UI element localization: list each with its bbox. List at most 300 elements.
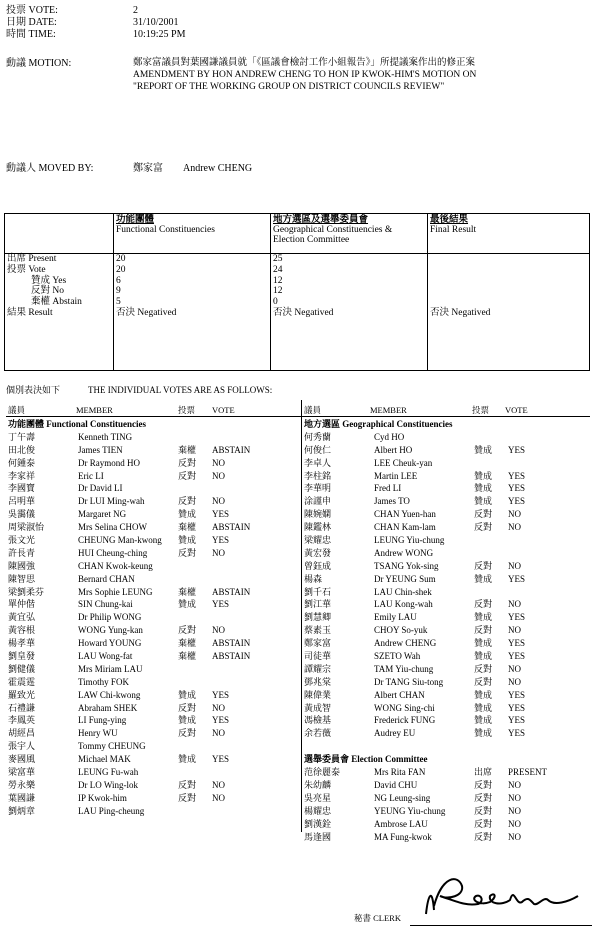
right-header-vote-zh: 投票 [472, 405, 490, 415]
vote-zh: 反對 [178, 702, 197, 713]
member-name-zh: 譚耀宗 [304, 663, 332, 674]
vote-zh: 出席 [474, 767, 493, 778]
member-name-zh: 霍震霆 [8, 676, 36, 687]
fc-header-en: Functional Constituencies [116, 225, 215, 235]
vote-en: NO [508, 625, 521, 636]
member-name-zh: 鄭家富 [304, 638, 332, 649]
member-name-en: LAU Ping-cheung [78, 805, 145, 816]
vote-en: YES [508, 651, 526, 662]
member-name-zh: 李卓人 [304, 457, 332, 468]
member-name-en: Dr LO Wing-lok [78, 779, 138, 790]
label-no: 反對 No [31, 286, 64, 297]
member-row [8, 702, 298, 715]
member-row [304, 650, 594, 663]
member-row [8, 727, 298, 740]
individual-intro-zh: 個別表決如下 [6, 385, 61, 395]
final-values [428, 254, 590, 371]
member-name-en: LAU Wong-fat [78, 651, 133, 662]
left-header-member-zh: 議員 [8, 405, 26, 415]
member-row [304, 457, 594, 470]
member-name-en: CHAN Kwok-keung [78, 560, 153, 571]
member-name-en: Tommy CHEUNG [78, 741, 146, 752]
member-row [304, 495, 594, 508]
fc-yes: 6 [116, 275, 121, 286]
member-name-zh: 李柱銘 [304, 470, 332, 481]
member-row [304, 702, 594, 715]
vote-en: YES [508, 638, 526, 649]
member-row [8, 521, 298, 534]
vote-zh: 贊成 [178, 689, 197, 700]
member-name-zh: 周梁淑怡 [8, 522, 45, 533]
section-spacer [304, 740, 594, 753]
vote-zh: 贊成 [178, 509, 197, 520]
member-name-zh: 陳國強 [8, 560, 36, 571]
member-name-en: MA Fung-kwok [374, 831, 432, 842]
vote-zh: 反對 [474, 522, 493, 533]
member-row [8, 689, 298, 702]
vote-zh: 反對 [178, 792, 197, 803]
member-name-en: Kenneth TING [78, 431, 133, 442]
vote-en: NO [508, 792, 521, 803]
right-header-vote-en: VOTE [505, 405, 528, 415]
fc-result: 否決 Negatived [116, 307, 177, 318]
member-row [304, 766, 594, 779]
member-name-zh: 何俊仁 [304, 444, 332, 455]
member-name-zh: 呂明華 [8, 496, 36, 507]
vote-zh: 贊成 [178, 715, 197, 726]
member-name-zh: 吳亮星 [304, 792, 332, 803]
vote-zh: 贊成 [178, 535, 197, 546]
vote-en: YES [508, 715, 526, 726]
member-row [304, 586, 594, 599]
vote-en: NO [212, 547, 225, 558]
member-name-en: LAU Chin-shek [374, 586, 432, 597]
vote-zh: 反對 [178, 728, 197, 739]
member-row [8, 805, 298, 818]
vote-en: NO [508, 560, 521, 571]
member-name-en: CHAN Yuen-han [374, 509, 436, 520]
member-name-zh: 劉慧卿 [304, 612, 332, 623]
member-name-en: Abraham SHEK [78, 702, 138, 713]
member-row [8, 508, 298, 521]
vote-en: YES [508, 470, 526, 481]
gc-values [271, 254, 428, 371]
vote-en: YES [212, 715, 230, 726]
vote-en: NO [508, 522, 521, 533]
member-row [8, 766, 298, 779]
member-name-en: Emily LAU [374, 612, 417, 623]
member-row [8, 586, 298, 599]
vote-en: YES [212, 754, 230, 765]
header-rule [6, 416, 590, 417]
member-name-en: Dr YEUNG Sum [374, 573, 436, 584]
vote-en: YES [508, 496, 526, 507]
member-row [304, 482, 594, 495]
vote-en: YES [508, 573, 526, 584]
vote-en: YES [212, 509, 230, 520]
vote-zh: 棄權 [178, 522, 197, 533]
member-name-en: Mrs Sophie LEUNG [78, 586, 153, 597]
member-name-en: Cyd HO [374, 431, 405, 442]
motion-label: 動議 MOTION: [6, 58, 72, 69]
member-row [304, 470, 594, 483]
member-row [304, 818, 594, 831]
member-row [8, 495, 298, 508]
member-name-zh: 單仲偕 [8, 599, 36, 610]
member-name-en: WONG Yung-kan [78, 625, 143, 636]
vote-zh: 贊成 [474, 715, 493, 726]
vote-en: YES [212, 599, 230, 610]
member-name-zh: 梁劉柔芬 [8, 586, 45, 597]
left-header-member-en: MEMBER [76, 405, 113, 415]
member-row [304, 611, 594, 624]
member-row [8, 624, 298, 637]
member-name-zh: 陳偉業 [304, 689, 332, 700]
date-value: 31/10/2001 [133, 17, 179, 28]
vote-zh: 贊成 [474, 483, 493, 494]
member-row [8, 547, 298, 560]
vote-number: 2 [133, 5, 138, 16]
section-title-functional: 功能團體 Functional Constituencies [8, 419, 147, 429]
member-name-zh: 胡經昌 [8, 728, 36, 739]
fc-present: 20 [116, 254, 126, 264]
member-row [304, 637, 594, 650]
member-name-en: LAW Chi-kwong [78, 689, 141, 700]
member-name-zh: 張宇人 [8, 741, 36, 752]
member-row [8, 431, 298, 444]
member-name-zh: 黃宜弘 [8, 612, 36, 623]
member-name-zh: 何秀蘭 [304, 431, 332, 442]
section-title-geographical: 地方選區 Geographical Constituencies [304, 419, 453, 429]
vote-en: NO [212, 792, 225, 803]
moved-by-label: 動議人 MOVED BY: [6, 163, 94, 174]
right-header-member-en: MEMBER [370, 405, 407, 415]
vote-en: NO [508, 805, 521, 816]
section-title-election-committee: 選舉委員會 Election Committee [304, 754, 428, 765]
member-name-en: Mrs Miriam LAU [78, 663, 143, 674]
vote-en: YES [508, 444, 526, 455]
motion-title-zh: 鄭家富議員對葉國謙議員就「《區議會檢討工作小組報告》」所提議案作出的修正案 [133, 58, 476, 68]
member-row [304, 663, 594, 676]
member-row [8, 534, 298, 547]
member-name-zh: 麥國風 [8, 754, 36, 765]
member-name-zh: 陳婉嫻 [304, 509, 332, 520]
vote-zh: 反對 [178, 625, 197, 636]
gc-vote: 24 [273, 264, 283, 275]
vote-summary-table [4, 213, 590, 371]
member-row [304, 676, 594, 689]
mover-name-en: Andrew CHENG [183, 163, 253, 174]
vote-en: YES [508, 689, 526, 700]
label-present: 出席 Present [7, 254, 57, 264]
member-name-zh: 劉皇發 [8, 651, 36, 662]
label-yes: 贊成 Yes [31, 275, 67, 286]
member-name-en: Dr David LI [78, 483, 123, 494]
vote-en: ABSTAIN [212, 651, 251, 662]
member-name-zh: 朱幼麟 [304, 779, 332, 790]
vote-label: 投票 VOTE: [6, 5, 58, 16]
member-row [304, 624, 594, 637]
member-row [8, 740, 298, 753]
gc-no: 12 [273, 286, 283, 297]
member-row [8, 598, 298, 611]
member-row [8, 663, 298, 676]
member-name-en: TAM Yiu-chung [374, 663, 434, 674]
vote-zh: 反對 [474, 792, 493, 803]
left-member-list [8, 418, 298, 818]
vote-zh: 贊成 [474, 573, 493, 584]
vote-en: NO [508, 831, 521, 842]
member-name-en: James TO [374, 496, 410, 507]
vote-en: NO [212, 779, 225, 790]
member-name-en: Martin LEE [374, 470, 418, 481]
vote-en: YES [508, 728, 526, 739]
vote-zh: 反對 [474, 805, 493, 816]
clerk-signature [418, 866, 593, 922]
vote-en: YES [212, 535, 230, 546]
member-row [304, 521, 594, 534]
vote-zh: 贊成 [178, 599, 197, 610]
member-name-en: James TIEN [78, 444, 123, 455]
member-name-zh: 張文光 [8, 535, 36, 546]
vote-en: ABSTAIN [212, 444, 251, 455]
member-row [304, 714, 594, 727]
member-name-en: NG Leung-sing [374, 792, 431, 803]
fc-abstain: 5 [116, 297, 121, 308]
member-name-en: LI Fung-ying [78, 715, 127, 726]
member-name-en: CHOY So-yuk [374, 625, 428, 636]
member-name-en: TSANG Yok-sing [374, 560, 439, 571]
member-name-en: Dr TANG Siu-tong [374, 676, 444, 687]
member-name-en: CHEUNG Man-kwong [78, 535, 162, 546]
member-name-en: IP Kwok-him [78, 792, 127, 803]
vote-zh: 贊成 [474, 702, 493, 713]
member-row [8, 714, 298, 727]
member-name-zh: 石禮謙 [8, 702, 36, 713]
member-row [304, 779, 594, 792]
member-row [8, 560, 298, 573]
final-header-en: Final Result [430, 225, 477, 235]
member-name-en: Audrey EU [374, 728, 416, 739]
member-row [304, 573, 594, 586]
member-row [304, 444, 594, 457]
individual-intro-en: THE INDIVIDUAL VOTES ARE AS FOLLOWS: [88, 385, 273, 395]
vote-en: YES [212, 689, 230, 700]
summary-header-final [428, 214, 590, 254]
member-name-en: Dr Philip WONG [78, 612, 142, 623]
vote-zh: 贊成 [474, 444, 493, 455]
left-header-vote-en: VOTE [212, 405, 235, 415]
member-name-en: Howard YOUNG [78, 638, 142, 649]
member-name-en: Frederick FUNG [374, 715, 436, 726]
date-label: 日期 DATE: [6, 17, 57, 28]
member-row [8, 650, 298, 663]
vote-zh: 反對 [178, 496, 197, 507]
vote-zh: 贊成 [474, 470, 493, 481]
member-name-en: Ambrose LAU [374, 818, 428, 829]
member-name-en: SZETO Wah [374, 651, 421, 662]
member-name-zh: 楊孝華 [8, 638, 36, 649]
member-name-en: Mrs Rita FAN [374, 767, 426, 778]
vote-zh: 反對 [474, 831, 493, 842]
member-name-zh: 陳鑑林 [304, 522, 332, 533]
member-name-zh: 許長青 [8, 547, 36, 558]
vote-en: NO [508, 676, 521, 687]
member-name-en: LAU Kong-wah [374, 599, 433, 610]
gc-abstain: 0 [273, 297, 278, 308]
clerk-label: 秘書 CLERK [354, 913, 401, 923]
vote-en: NO [212, 470, 225, 481]
member-name-zh: 司徒華 [304, 651, 332, 662]
vote-en: NO [508, 599, 521, 610]
member-row [304, 689, 594, 702]
member-name-zh: 鄧兆棠 [304, 676, 332, 687]
vote-zh: 反對 [178, 457, 197, 468]
left-header-vote-zh: 投票 [178, 405, 196, 415]
vote-zh: 贊成 [178, 754, 197, 765]
member-name-zh: 黃容根 [8, 625, 36, 636]
member-row [304, 534, 594, 547]
vote-zh: 反對 [474, 560, 493, 571]
vote-zh: 棄權 [178, 638, 197, 649]
vote-en: NO [212, 625, 225, 636]
time-label: 時間 TIME: [6, 29, 56, 40]
vote-zh: 反對 [474, 599, 493, 610]
member-row [8, 457, 298, 470]
member-name-zh: 田北俊 [8, 444, 36, 455]
member-name-zh: 蔡素玉 [304, 625, 332, 636]
member-name-en: Andrew WONG [374, 547, 434, 558]
vote-en: YES [508, 612, 526, 623]
member-row [8, 611, 298, 624]
member-name-zh: 劉健儀 [8, 663, 36, 674]
label-result: 結果 Result [7, 307, 53, 318]
member-name-zh: 楊耀忠 [304, 805, 332, 816]
vote-en: ABSTAIN [212, 522, 251, 533]
member-name-en: LEE Cheuk-yan [374, 457, 433, 468]
member-name-zh: 羅致光 [8, 689, 36, 700]
gc-present: 25 [273, 254, 283, 264]
member-row [8, 470, 298, 483]
signature-line [410, 925, 592, 926]
member-row [8, 637, 298, 650]
vote-en: NO [212, 496, 225, 507]
member-row [304, 431, 594, 444]
member-name-zh: 陳智思 [8, 573, 36, 584]
fc-values [114, 254, 271, 371]
fc-vote: 20 [116, 264, 126, 275]
member-row [8, 482, 298, 495]
member-name-en: LEUNG Fu-wah [78, 767, 139, 778]
summary-header-gc [271, 214, 428, 254]
gc-header-en-1: Geographical Constituencies & [273, 225, 393, 235]
fc-header-zh: 功能團體 [116, 215, 155, 225]
member-name-zh: 馬逢國 [304, 831, 332, 842]
member-name-zh: 余若薇 [304, 728, 332, 739]
vote-zh: 贊成 [474, 496, 493, 507]
member-row [304, 792, 594, 805]
vote-en: NO [212, 457, 225, 468]
member-row [8, 792, 298, 805]
member-name-en: Dr Raymond HO [78, 457, 140, 468]
member-name-zh: 涂謹申 [304, 496, 332, 507]
member-row [8, 444, 298, 457]
member-name-en: Michael MAK [78, 754, 131, 765]
member-name-en: Albert CHAN [374, 689, 425, 700]
member-name-en: Eric LI [78, 470, 104, 481]
vote-en: NO [508, 779, 521, 790]
member-row [8, 573, 298, 586]
vote-zh: 反對 [474, 625, 493, 636]
member-name-zh: 黃宏發 [304, 547, 332, 558]
member-name-zh: 李鳳英 [8, 715, 36, 726]
vote-en: YES [508, 702, 526, 713]
member-row [304, 805, 594, 818]
member-name-zh: 李華明 [304, 483, 332, 494]
label-vote: 投票 Vote [7, 264, 46, 275]
vote-en: NO [508, 663, 521, 674]
vote-en: NO [508, 818, 521, 829]
gc-yes: 12 [273, 275, 283, 286]
vote-zh: 贊成 [474, 612, 493, 623]
vote-en: NO [508, 509, 521, 520]
vote-zh: 反對 [474, 663, 493, 674]
vote-en: YES [508, 483, 526, 494]
vote-zh: 反對 [178, 779, 197, 790]
member-name-en: YEUNG Yiu-chung [374, 805, 446, 816]
member-row [8, 779, 298, 792]
vote-zh: 贊成 [474, 651, 493, 662]
member-row [304, 598, 594, 611]
vote-en: NO [212, 702, 225, 713]
member-name-en: SIN Chung-kai [78, 599, 133, 610]
member-name-en: Fred LI [374, 483, 402, 494]
member-name-en: Henry WU [78, 728, 118, 739]
member-name-en: LEUNG Yiu-chung [374, 535, 445, 546]
vote-zh: 棄權 [178, 651, 197, 662]
member-name-zh: 梁耀忠 [304, 535, 332, 546]
vote-zh: 反對 [178, 547, 197, 558]
member-name-zh: 楊森 [304, 573, 323, 584]
vote-zh: 贊成 [474, 689, 493, 700]
member-name-zh: 勞永樂 [8, 779, 36, 790]
motion-title-en-2: "REPORT OF THE WORKING GROUP ON DISTRICT COUNCILS REVIEW" [133, 82, 445, 92]
summary-corner-cell [5, 214, 114, 254]
time-value: 10:19:25 PM [133, 29, 186, 40]
gc-header-en-2: Election Committee [273, 235, 350, 245]
label-abstain: 棄權 Abstain [31, 297, 82, 308]
member-row [304, 547, 594, 560]
member-name-en: Bernard CHAN [78, 573, 135, 584]
vote-en: ABSTAIN [212, 638, 251, 649]
vote-zh: 反對 [178, 470, 197, 481]
vote-zh: 反對 [474, 779, 493, 790]
member-name-en: David CHU [374, 779, 418, 790]
member-name-en: Andrew CHENG [374, 638, 437, 649]
member-name-zh: 梁富華 [8, 767, 36, 778]
member-name-en: Timothy FOK [78, 676, 129, 687]
summary-row-labels [5, 254, 114, 371]
vote-en: ABSTAIN [212, 586, 251, 597]
member-name-zh: 葉國謙 [8, 792, 36, 803]
vote-zh: 反對 [474, 818, 493, 829]
member-row [304, 560, 594, 573]
member-row [304, 727, 594, 740]
member-name-en: Mrs Selina CHOW [78, 522, 147, 533]
column-divider [301, 400, 302, 832]
right-member-list [304, 418, 594, 843]
fc-no: 9 [116, 286, 121, 297]
